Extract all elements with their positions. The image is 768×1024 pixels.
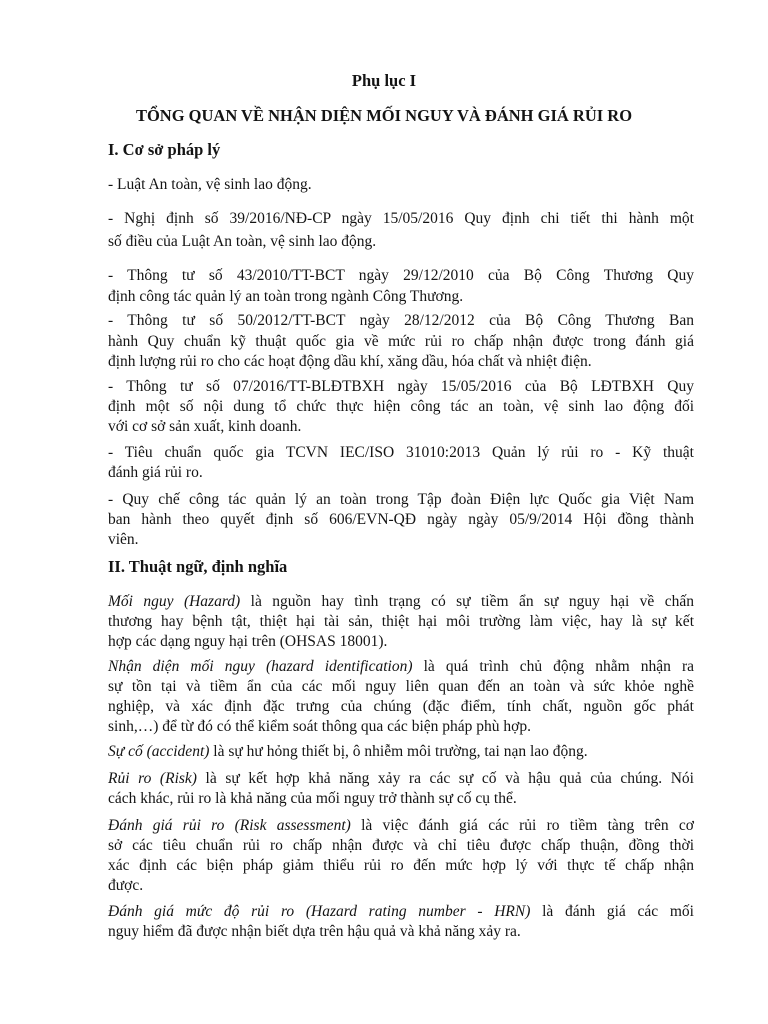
text-line: - Tiêu chuẩn quốc gia TCVN IEC/ISO 31010:2013 Quản lý rủi ro - Kỹ thuật (108, 444, 694, 461)
text-line: sở các tiêu chuẩn rủi ro chấp nhận được và chỉ tiêu được chấp thuận, đồng thời (108, 837, 694, 854)
text-line: - Nghị định số 39/2016/NĐ-CP ngày 15/05/2016 Quy định chi tiết thi hành một (108, 210, 694, 227)
main-title: TỔNG QUAN VỀ NHẬN DIỆN MỐI NGUY VÀ ĐÁNH GIÁ RỦI RO (135, 106, 633, 125)
text-line: - Thông tư số 43/2010/TT-BCT ngày 29/12/2010 của Bộ Công Thương Quy (108, 267, 694, 284)
text-line: với cơ sở sản xuất, kinh doanh. (108, 418, 302, 435)
definition-term: Rủi ro (Risk) (108, 770, 197, 787)
text-line: viên. (108, 531, 139, 548)
definition-line: Mối nguy (Hazard) là nguồn hay tình trạng có sự tiềm ẩn sự nguy hại về chấn (108, 593, 694, 610)
text-line: thương hay bệnh tật, thiệt hại tài sản, thiệt hại môi trường làm việc, hay là sự kết (108, 613, 694, 630)
definition-term: Mối nguy (Hazard) (108, 593, 241, 610)
text-line: xác định các biện pháp giảm thiểu rủi ro đến mức hợp lý với thực tế chấp nhận (108, 857, 694, 874)
section-heading: II. Thuật ngữ, định nghĩa (108, 557, 288, 576)
definition-line: Đánh giá mức độ rủi ro (Hazard rating number - HRN) là đánh giá các mối (108, 903, 694, 920)
text-line: - Thông tư số 50/2012/TT-BCT ngày 28/12/2012 của Bộ Công Thương Ban (108, 312, 694, 329)
appendix-title: Phụ lục I (351, 71, 417, 90)
text-line: hợp các dạng nguy hại trên (OHSAS 18001). (108, 633, 388, 650)
text-line: hành Quy chuẩn kỹ thuật quốc gia về mức rủi ro chấp nhận được trong đánh giá (108, 333, 694, 350)
text-line: nghiệp, và xác định đặc trưng của chúng (đặc điểm, tính chất, nguồn gốc phát (108, 698, 694, 715)
definition-term: Đánh giá mức độ rủi ro (Hazard rating number - HRN) (108, 903, 531, 920)
text-line: - Luật An toàn, vệ sinh lao động. (108, 176, 312, 193)
text-line: - Quy chế công tác quản lý an toàn trong Tập đoàn Điện lực Quốc gia Việt Nam (108, 491, 694, 508)
definition-line: Sự cố (accident) là sự hư hỏng thiết bị, ô nhiễm môi trường, tai nạn lao động. (108, 743, 588, 760)
text-line: định công tác quản lý an toàn trong ngành Công Thương. (108, 288, 464, 305)
text-line: đánh giá rủi ro. (108, 464, 203, 481)
text-line: nguy hiểm đã được nhận biết dựa trên hậu quả và khả năng xảy ra. (108, 923, 521, 940)
text-line: cách khác, rủi ro là khả năng của mối nguy trở thành sự cố cụ thể. (108, 790, 517, 807)
definition-line: Đánh giá rủi ro (Risk assessment) là việc đánh giá các rủi ro tiềm tàng trên cơ (108, 817, 694, 834)
text-line: sự tồn tại và tiềm ẩn của các mối nguy liên quan đến an toàn và sức khỏe nghề (108, 678, 694, 695)
text-line: sinh,…) để từ đó có thể kiểm soát thông qua các biện pháp phù hợp. (108, 718, 531, 735)
definition-term: Đánh giá rủi ro (Risk assessment) (108, 817, 351, 834)
text-line: định một số nội dung tổ chức thực hiện công tác an toàn, vệ sinh lao động đối (108, 398, 694, 415)
section-heading: I. Cơ sở pháp lý (108, 140, 221, 159)
definition-term: Nhận diện mối nguy (hazard identification) (108, 658, 413, 675)
text-line: định lượng rủi ro cho các hoạt động dầu khí, xăng dầu, hóa chất và nhiệt điện. (108, 353, 592, 370)
definition-line: Nhận diện mối nguy (hazard identification) là quá trình chủ động nhằm nhận ra (108, 658, 695, 675)
text-line: được. (108, 877, 144, 894)
text-line: ban hành theo quyết định số 606/EVN-QĐ ngày ngày 05/9/2014 Hội đồng thành (108, 511, 694, 528)
text-line: - Thông tư số 07/2016/TT-BLĐTBXH ngày 15/05/2016 của Bộ LĐTBXH Quy (108, 378, 694, 395)
definition-term: Sự cố (accident) (108, 743, 210, 760)
definition-line: Rủi ro (Risk) là sự kết hợp khả năng xảy ra các sự cố và hậu quả của chúng. Nói (108, 770, 694, 787)
text-line: số điều của Luật An toàn, vệ sinh lao động. (108, 233, 377, 250)
